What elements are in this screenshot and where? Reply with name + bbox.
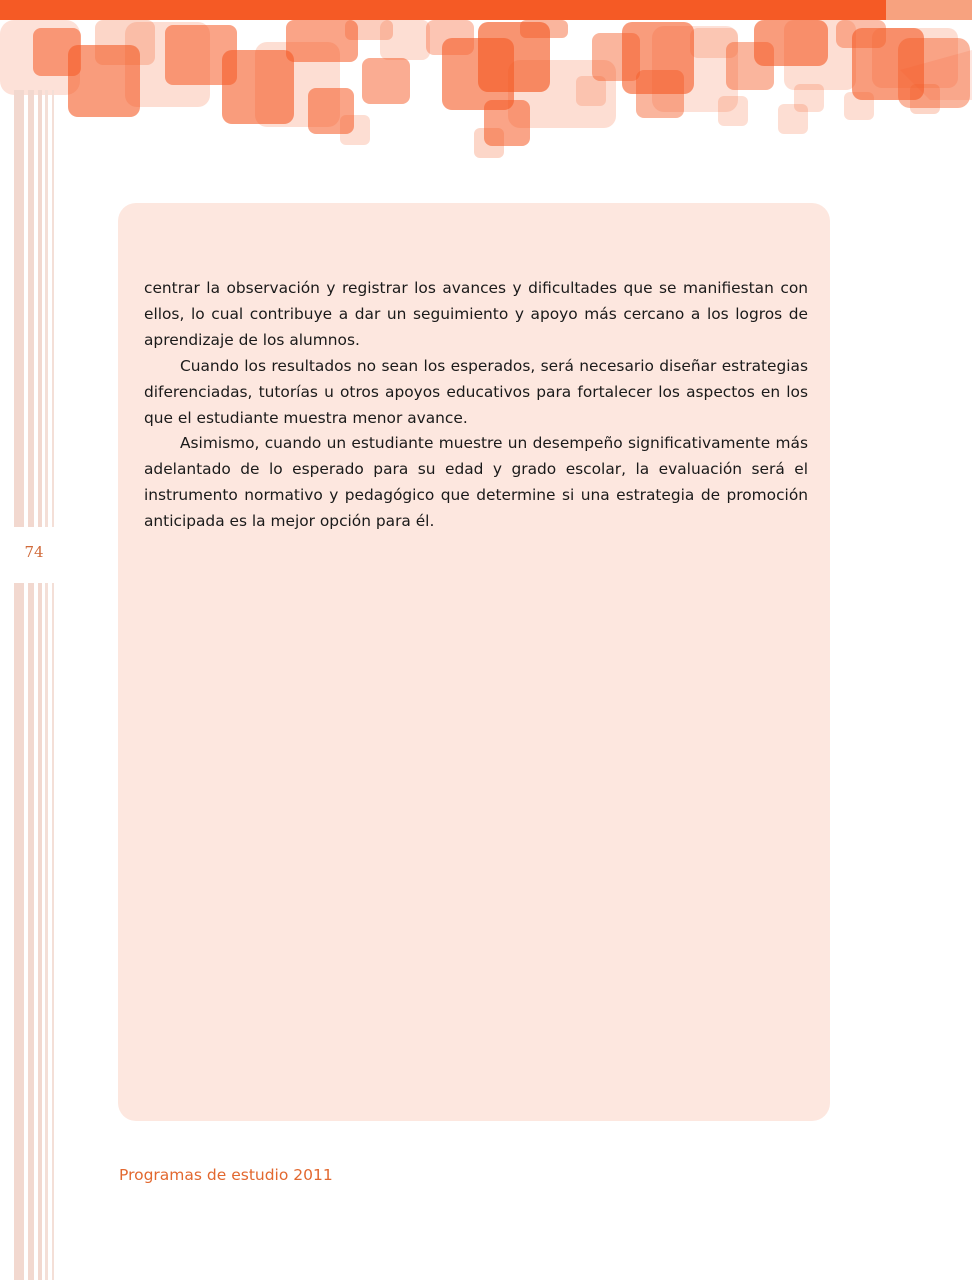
paragraph-2: Cuando los resultados no sean los esperados, será necesario diseñar estrategias diferenciadas, tutorías u otros apoyos educativos para fortalecer los aspectos en los que el estudiante muestra menor avance. bbox=[144, 356, 808, 427]
top-accent-bar bbox=[0, 0, 886, 20]
page-number: 74 bbox=[24, 543, 44, 561]
footer-title: Programas de estudio 2011 bbox=[119, 1166, 333, 1184]
body-text bbox=[144, 276, 808, 535]
paragraph-3: Asimismo, cuando un estudiante muestre un desempeño significativamente más adelantado de lo esperado para su edad y grado escolar, la evaluación será el instrumento normativo y pedagógico que determine si una estrategia de promoción anticipada es la mejor opción para él. bbox=[144, 434, 808, 531]
top-accent-bar-end bbox=[886, 0, 972, 20]
paragraph-1: centrar la observación y registrar los avances y dificultades que se manifiestan con ellos, lo cual contribuye a dar un seguimiento y apoyo más cercano a los logros de aprendizaje de los alumnos. bbox=[144, 279, 808, 349]
side-stripes-decoration bbox=[0, 90, 60, 1280]
header-decoration bbox=[0, 0, 972, 170]
